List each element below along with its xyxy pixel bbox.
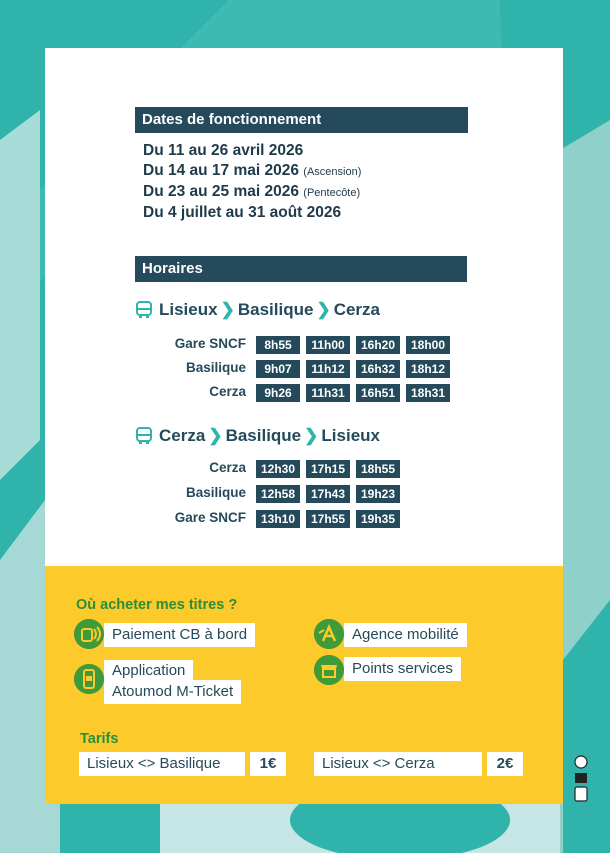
fare-label: Lisieux <> Cerza xyxy=(314,752,482,776)
dates-header: Dates de fonctionnement xyxy=(135,107,468,133)
time-cell: 11h12 xyxy=(306,360,350,378)
time-cell: 18h00 xyxy=(406,336,450,354)
date-line: Du 4 juillet au 31 août 2026 xyxy=(143,204,342,221)
time-cell: 18h31 xyxy=(406,384,450,402)
fare-price: 1€ xyxy=(250,752,286,776)
time-cell: 11h31 xyxy=(306,384,350,402)
chevron-right-icon: ❯ xyxy=(304,426,319,445)
dates-list xyxy=(143,141,361,223)
payment-cb-label: Paiement CB à bord xyxy=(104,623,255,647)
time-cell: 12h58 xyxy=(256,485,300,503)
route-stop: Lisieux xyxy=(159,300,218,319)
route-title-outbound xyxy=(135,300,380,320)
time-cell: 18h55 xyxy=(356,460,400,478)
horaires-header: Horaires xyxy=(135,256,467,282)
time-cell: 17h43 xyxy=(306,485,350,503)
buy-title: Où acheter mes titres ? xyxy=(76,597,238,613)
stop-name: Gare SNCF xyxy=(174,510,246,525)
time-cell: 9h07 xyxy=(256,360,300,378)
fare-label: Lisieux <> Basilique xyxy=(79,752,245,776)
route-stop: Basilique xyxy=(225,426,302,445)
time-cell: 16h20 xyxy=(356,336,400,354)
route-stop: Basilique xyxy=(237,300,314,319)
bus-icon xyxy=(135,427,153,445)
fare-price: 2€ xyxy=(487,752,523,776)
tarifs-title: Tarifs xyxy=(80,731,119,747)
time-cell: 8h55 xyxy=(256,336,300,354)
app-label-line2: Atoumod M-Ticket xyxy=(104,680,241,704)
chevron-right-icon: ❯ xyxy=(316,300,331,319)
partner-logos xyxy=(573,755,589,803)
chevron-right-icon: ❯ xyxy=(208,426,223,445)
route-stop: Cerza xyxy=(333,300,380,319)
time-cell: 19h35 xyxy=(356,510,400,528)
contactless-card-icon xyxy=(74,619,104,649)
time-cell: 9h26 xyxy=(256,384,300,402)
route-title-return xyxy=(135,426,380,446)
time-cell: 16h32 xyxy=(356,360,400,378)
time-cell: 18h12 xyxy=(406,360,450,378)
time-cell: 17h55 xyxy=(306,510,350,528)
date-line: Du 23 au 25 mai 2026 (Pentecôte) xyxy=(143,183,361,200)
route-stop: Lisieux xyxy=(321,426,380,445)
shop-icon xyxy=(314,655,344,685)
agence-label: Agence mobilité xyxy=(344,623,467,647)
stop-name: Gare SNCF xyxy=(174,336,246,351)
time-cell: 16h51 xyxy=(356,384,400,402)
chevron-right-icon: ❯ xyxy=(220,300,235,319)
time-cell: 17h15 xyxy=(306,460,350,478)
time-cell: 12h30 xyxy=(256,460,300,478)
time-cell: 11h00 xyxy=(306,336,350,354)
date-line: Du 11 au 26 avril 2026 xyxy=(143,142,304,159)
route-stop: Cerza xyxy=(159,426,206,445)
stop-name: Cerza xyxy=(209,384,246,399)
points-services-label: Points services xyxy=(344,657,461,681)
stop-name: Basilique xyxy=(185,360,246,375)
mobile-ticket-icon xyxy=(74,664,104,694)
time-cell: 13h10 xyxy=(256,510,300,528)
stop-name: Cerza xyxy=(209,460,246,475)
date-line: Du 14 au 17 mai 2026 (Ascension) xyxy=(143,162,362,179)
app-label-line1: Application xyxy=(104,660,193,682)
agence-icon xyxy=(314,619,344,649)
stop-name: Basilique xyxy=(185,485,246,500)
bus-icon xyxy=(135,301,153,319)
time-cell: 19h23 xyxy=(356,485,400,503)
